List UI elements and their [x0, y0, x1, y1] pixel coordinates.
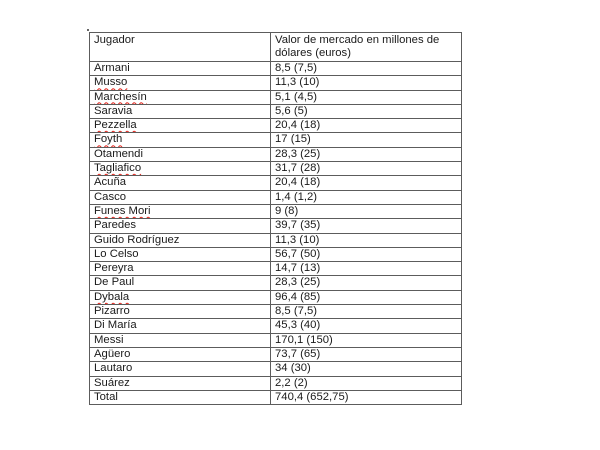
- player-name: Saravia: [94, 104, 133, 117]
- player-name-cell: [90, 390, 271, 404]
- market-value-cell: 8,5 (7,5): [271, 62, 462, 76]
- player-name-cell: [90, 90, 271, 104]
- market-value-cell: 5,1 (4,5): [271, 90, 462, 104]
- player-name-cell: [90, 219, 271, 233]
- market-value-cell: 740,4 (652,75): [271, 390, 462, 404]
- market-value-cell: 28,3 (25): [271, 147, 462, 161]
- table-row: [90, 290, 462, 304]
- market-value-cell: 31,7 (28): [271, 162, 462, 176]
- player-name: Pizarro: [94, 305, 130, 318]
- player-name: Tagliafico: [94, 162, 142, 175]
- market-value-cell: 45,3 (40): [271, 319, 462, 333]
- player-name: Lo Celso: [94, 247, 139, 260]
- player-name: Paredes: [94, 219, 137, 232]
- market-value-cell: 170,1 (150): [271, 333, 462, 347]
- player-name: Otamendi: [94, 147, 143, 160]
- table-row: [90, 147, 462, 161]
- player-name-cell: [90, 305, 271, 319]
- player-name: Marchesín: [94, 90, 147, 103]
- market-value-cell: 28,3 (25): [271, 276, 462, 290]
- player-name-cell: [90, 76, 271, 90]
- player-name-cell: [90, 133, 271, 147]
- player-name-cell: [90, 176, 271, 190]
- market-value-cell: 56,7 (50): [271, 247, 462, 261]
- table-row: [90, 176, 462, 190]
- player-name-cell: [90, 233, 271, 247]
- player-name: Total: [94, 390, 118, 403]
- player-name: Messi: [94, 333, 124, 346]
- player-name-cell: [90, 362, 271, 376]
- table-row: [90, 347, 462, 361]
- player-name: Foyth: [94, 133, 123, 146]
- table-header-row: [90, 33, 462, 62]
- player-name: Armani: [94, 62, 130, 74]
- table-row: [90, 276, 462, 290]
- market-value-cell: 8,5 (7,5): [271, 305, 462, 319]
- market-value-cell: 20,4 (18): [271, 176, 462, 190]
- player-name: Pezzella: [94, 119, 137, 132]
- corner-mark: [87, 29, 89, 31]
- player-name-cell: [90, 262, 271, 276]
- player-name: Suárez: [94, 376, 130, 389]
- market-value-cell: 9 (8): [271, 204, 462, 218]
- player-name: Di María: [94, 319, 137, 332]
- table-row: [90, 133, 462, 147]
- market-value-cell: 11,3 (10): [271, 76, 462, 90]
- player-name-cell: [90, 347, 271, 361]
- table-row: [90, 362, 462, 376]
- table-row: [90, 333, 462, 347]
- header-value-cell: Valor de mercado en millones de dólares (euros): [271, 33, 462, 62]
- header-player-cell: Jugador: [90, 33, 271, 62]
- table-row: [90, 119, 462, 133]
- player-name: Funes Mori: [94, 204, 151, 217]
- market-value-cell: 17 (15): [271, 133, 462, 147]
- player-name-cell: [90, 319, 271, 333]
- table-row: [90, 319, 462, 333]
- player-name-cell: [90, 204, 271, 218]
- market-value-cell: 2,2 (2): [271, 376, 462, 390]
- table-row: [90, 204, 462, 218]
- market-value-cell: 5,6 (5): [271, 104, 462, 118]
- market-value-cell: 96,4 (85): [271, 290, 462, 304]
- player-name-cell: [90, 333, 271, 347]
- player-name: Musso: [94, 76, 128, 89]
- table-row: [90, 76, 462, 90]
- player-name-cell: [90, 290, 271, 304]
- player-name-cell: [90, 376, 271, 390]
- player-name-cell: [90, 276, 271, 290]
- market-value-cell: 11,3 (10): [271, 233, 462, 247]
- table-row: [90, 305, 462, 319]
- total-row: [90, 390, 462, 404]
- player-name: Acuña: [94, 176, 127, 189]
- player-name-cell: [90, 147, 271, 161]
- market-value-cell: 14,7 (13): [271, 262, 462, 276]
- table-row: [90, 233, 462, 247]
- table-body: [90, 33, 462, 405]
- market-value-cell: 39,7 (35): [271, 219, 462, 233]
- market-value-table: [89, 32, 462, 405]
- market-value-cell: 20,4 (18): [271, 119, 462, 133]
- player-name: Casco: [94, 190, 127, 203]
- table-row: [90, 190, 462, 204]
- table-row: [90, 247, 462, 261]
- market-value-cell: 1,4 (1,2): [271, 190, 462, 204]
- table-row: [90, 90, 462, 104]
- table-row: [90, 376, 462, 390]
- player-name-cell: [90, 190, 271, 204]
- market-value-cell: 34 (30): [271, 362, 462, 376]
- player-name: Dybala: [94, 290, 130, 303]
- market-value-cell: 73,7 (65): [271, 347, 462, 361]
- player-name-cell: [90, 62, 271, 76]
- player-name: Agüero: [94, 347, 131, 360]
- player-name-cell: [90, 162, 271, 176]
- player-name: Guido Rodríguez: [94, 233, 180, 246]
- player-name-cell: [90, 119, 271, 133]
- table-row: [90, 162, 462, 176]
- table-row: [90, 62, 462, 76]
- table-row: [90, 262, 462, 276]
- table-row: [90, 219, 462, 233]
- player-name: De Paul: [94, 276, 135, 289]
- player-name: Pereyra: [94, 262, 134, 275]
- table-row: [90, 104, 462, 118]
- player-name: Lautaro: [94, 362, 133, 375]
- player-name-cell: [90, 247, 271, 261]
- player-name-cell: [90, 104, 271, 118]
